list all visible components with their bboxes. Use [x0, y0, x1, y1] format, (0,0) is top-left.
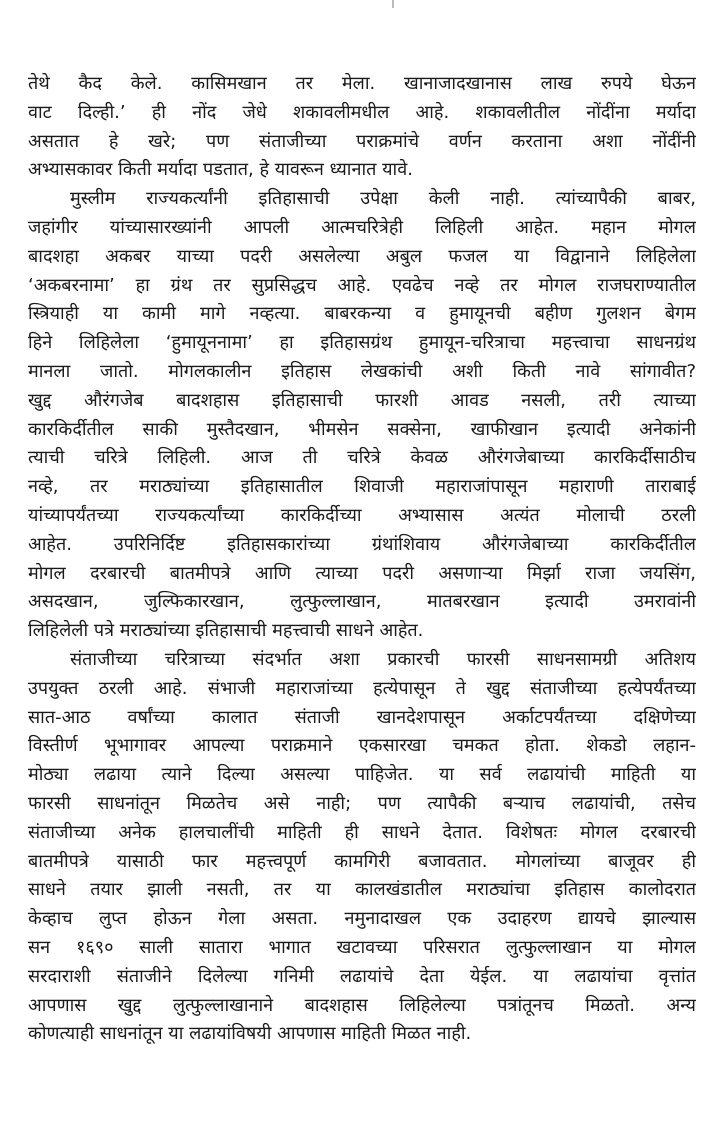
text-line: मोगल दरबारची बातमीपत्रे आणि त्याच्या पदरी असणाऱ्या मिर्झा राजा जयसिंग,: [28, 562, 696, 584]
paragraph-2: [28, 185, 696, 646]
text-line: कारकिर्दीतील साकी मुस्तैदखान, भीमसेन सक्सेना, खाफीखान इत्यादी अनेकांनी: [28, 418, 696, 440]
text-line: असतात हे खरे; पण संताजीच्या पराक्रमांचे वर्णन करताना अशा नोंदींनी: [28, 130, 696, 152]
text-line: खुद्द औरंगजेब बादशहास इतिहासाची फारशी आवड नसली, तरी त्याच्या: [28, 389, 696, 411]
text-line: आहेत. उपरिनिर्दिष्ट इतिहासकारांच्या ग्रंथांशिवाय औरंगजेबाच्या कारकिर्दीतील: [28, 533, 696, 555]
text-line: साधने तयार झाली नसती, तर या कालखंडातील मराठ्यांचा इतिहास कालोदरात: [28, 879, 696, 901]
text-line: लिहिलेली पत्रे मराठ्यांच्या इतिहासाची महत्त्वाची साधने आहेत.: [28, 620, 424, 642]
paragraph-3: [28, 646, 696, 1049]
scan-edge-mark: [392, 0, 394, 8]
text-line: जहांगीर यांच्यासारख्यांनी आपली आत्मचरित्रेही लिहिली आहेत. महान मोगल: [28, 216, 696, 238]
paragraph-1: [28, 70, 696, 185]
text-line: सरदाराशी संताजीने दिलेल्या गनिमी लढायांचे देता येईल. या लढायांचा वृत्तांत: [28, 965, 696, 987]
text-line: केव्हाच लुप्त होऊन गेला असता. नमुनादाखल एक उदाहरण द्यायचे झाल्यास: [28, 908, 696, 930]
text-line: आपणास खुद्द लुत्फुल्लाखानाने बादशहास लिहिलेल्या पत्रांतूनच मिळतो. अन्य: [28, 994, 696, 1016]
text-line: नव्हे, तर मराठ्यांच्या इतिहासातील शिवाजी महाराजांपासून महाराणी ताराबाई: [28, 476, 696, 498]
text-line: हिने लिहिलेला ‘हुमायूननामा’ हा इतिहासग्रंथ हुमायून-चरित्राचा महत्त्वाचा साधनग्रंथ: [28, 332, 696, 354]
text-line: संताजीच्या अनेक हालचालींची माहिती ही साधने देतात. विशेषतः मोगल दरबारची: [28, 821, 696, 843]
text-line: यांच्यापर्यंतच्या राज्यकर्त्यांच्या कारकिर्दीच्या अभ्यासास अत्यंत मोलाची ठरली: [28, 504, 696, 526]
text-line: सन १६९० साली सातारा भागात खटावच्या परिसरात लुत्फुल्लाखान या मोगल: [28, 936, 696, 958]
text-line: वाट दिल्ही.’ ही नोंद जेधे शकावलीमधील आहे. शकावलीतील नोंदींना मर्यादा: [28, 101, 696, 123]
text-line: त्याची चरित्रे लिहिली. आज ती चरित्रे केवळ औरंगजेबाच्या कारकिर्दीसाठीच: [28, 447, 696, 469]
text-line: संताजीच्या चरित्राच्या संदर्भात अशा प्रकारची फारसी साधनसामग्री अतिशय: [70, 648, 696, 670]
text-line: उपयुक्त ठरली आहे. संभाजी महाराजांच्या हत्येपासून ते खुद्द संताजीच्या हत्येपर्यंतच्या: [28, 677, 696, 699]
text-line: कोणत्याही साधनांतून या लढायांविषयी आपणास माहिती मिळत नाही.: [28, 1023, 472, 1045]
text-line: विस्तीर्ण भूभागावर आपल्या पराक्रमाने एकसारखा चमकत होता. शेकडो लहान-: [28, 735, 696, 757]
text-line: बादशहा अकबर याच्या पदरी असलेल्या अबुल फजल या विद्वानाने लिहिलेला: [28, 245, 696, 267]
text-line: असदखान, जुल्फिकारखान, लुत्फुल्लाखान, मातबरखान इत्यादी उमरावांनी: [28, 591, 696, 613]
text-line: स्त्रियाही या कामी मागे नव्हत्या. बाबरकन्या व हुमायूनची बहीण गुलशन बेगम: [28, 303, 696, 325]
text-line: बातमीपत्रे यासाठी फार महत्त्वपूर्ण कामगिरी बजावतात. मोगलांच्या बाजूवर ही: [28, 850, 696, 872]
text-line: फारसी साधनांतून मिळतेच असे नाही; पण त्यापैकी बऱ्याच लढायांची, तसेच: [28, 792, 696, 814]
text-line: अभ्यासकावर किती मर्यादा पडतात, हे यावरून ध्यानात यावे.: [28, 159, 413, 181]
text-line: मोठ्या लढाया त्याने दिल्या असल्या पाहिजेत. या सर्व लढायांची माहिती या: [28, 764, 696, 786]
book-page-body: [28, 70, 696, 1049]
text-line: मानला जातो. मोगलकालीन इतिहास लेखकांची अशी किती नावे सांगावीत?: [28, 360, 696, 382]
text-line: सात-आठ वर्षांच्या कालात संताजी खानदेशपासून अर्काटपर्यंतच्या दक्षिणेच्या: [28, 706, 696, 728]
text-line: ‘अकबरनामा’ हा ग्रंथ तर सुप्रसिद्धच आहे. एवढेच नव्हे तर मोगल राजघराण्यातील: [28, 274, 696, 296]
text-line: मुस्लीम राज्यकर्त्यांनी इतिहासाची उपेक्षा केली नाही. त्यांच्यापैकी बाबर,: [70, 188, 696, 210]
text-line: तेथे कैद केले. कासिमखान तर मेला. खानाजादखानास लाख रुपये घेऊन: [28, 73, 696, 94]
